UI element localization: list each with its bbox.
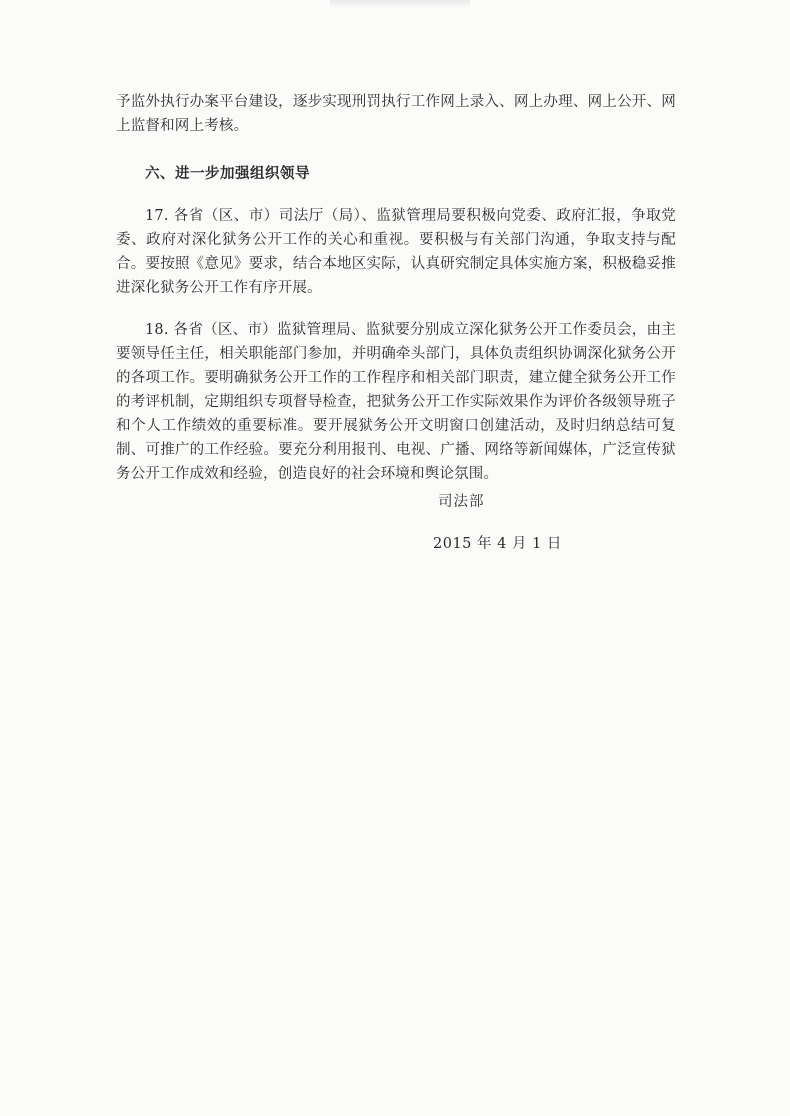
spacer <box>116 186 676 204</box>
paragraph-18: 18. 各省（区、市）监狱管理局、监狱要分别成立深化狱务公开工作委员会，由主要领导任主任，相关职能部门参加，并明确牵头部门，具体负责组织协调深化狱务公开的各项工作。要明确狱务公开工作的工作程序和相关部门职责，建立健全狱务公开工作的考评机制，定期组织专项督导检查，把狱务公开工作实际效果作为评价各级领导班子和个人工作绩效的重要标准。要开展狱务公开文明窗口创建活动，及时归纳总结可复制、可推广的工作经验。要充分利用报刊、电视、广播、网络等新闻媒体，广泛宣传狱务公开工作成效和经验，创造良好的社会环境和舆论氛围。 <box>116 322 676 482</box>
document-body <box>116 90 676 486</box>
paragraph-17: 17. 各省（区、市）司法厅（局）、监狱管理局要积极向党委、政府汇报，争取党委、政府对深化狱务公开工作的关心和重视。要积极与有关部门沟通，争取支持与配合。要按照《意见》要求，结合本地区实际，认真研究制定具体实施方案，积极稳妥推进深化狱务公开工作有序开展。 <box>116 208 676 296</box>
signature-date: 2015 年 4 月 1 日 <box>433 536 562 552</box>
scan-artifact <box>330 0 470 8</box>
section-heading: 六、进一步加强组织领导 <box>145 166 310 182</box>
intro-paragraph: 予监外执行办案平台建设，逐步实现刑罚执行工作网上录入、网上办理、网上公开、网上监督和网上考核。 <box>116 94 676 134</box>
signature-organization: 司法部 <box>438 494 485 510</box>
spacer <box>116 138 676 162</box>
spacer <box>116 300 676 318</box>
